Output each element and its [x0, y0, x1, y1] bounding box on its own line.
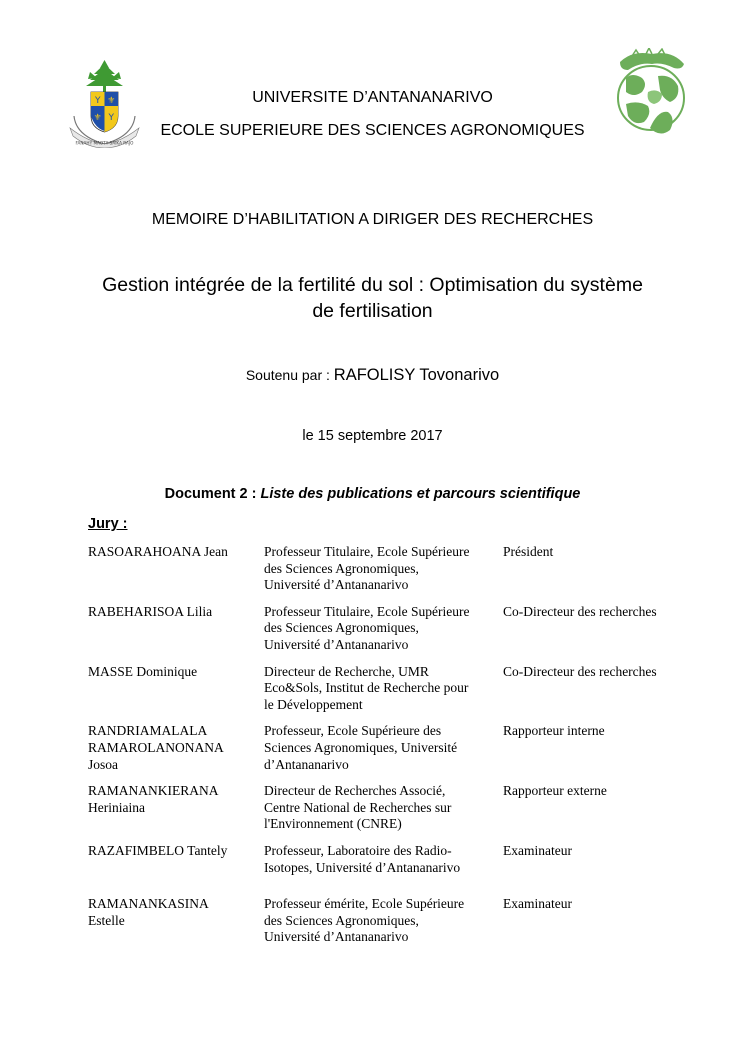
jury-member-role: Co-Directeur des recherches — [503, 663, 657, 679]
thesis-title-line: de fertilisation — [312, 300, 433, 322]
jury-member-role: Examinateur — [503, 842, 572, 858]
table-row — [88, 604, 688, 664]
jury-member-affiliation: Directeur de Recherche, UMR Eco&Sols, Institut de Recherche pour le Développement — [264, 663, 469, 712]
jury-member-role: Président — [503, 544, 554, 559]
table-row — [88, 783, 688, 843]
table-row — [88, 544, 688, 604]
defended-by — [0, 366, 745, 385]
memoire-heading: MEMOIRE D’HABILITATION A DIRIGER DES RECHERCHES — [151, 211, 594, 228]
table-row — [88, 896, 688, 956]
jury-member-role: Rapporteur externe — [503, 783, 607, 799]
school-name: ECOLE SUPERIEURE DES SCIENCES AGRONOMIQUES — [160, 122, 585, 139]
document-subtitle: Liste des publications et parcours scientifique — [260, 486, 581, 502]
candidate-name: RAFOLISY Tovonarivo — [333, 366, 500, 384]
jury-member-affiliation: Professeur, Ecole Supérieure des Sciences Agronomiques, Université d’Antananarivo — [264, 723, 458, 772]
jury-member-name: RAMANANKIERANA Heriniaina — [88, 783, 219, 815]
svg-text:⚜: ⚜ — [107, 96, 116, 106]
jury-member-role: Rapporteur interne — [503, 723, 605, 739]
jury-member-affiliation: Professeur Titulaire, Ecole Supérieure des Sciences Agronomiques, Université d’Antananarivo — [264, 603, 470, 652]
table-row — [88, 723, 688, 783]
jury-member-name: RABEHARISOA Lilia — [88, 603, 213, 619]
jury-member-affiliation: Professeur, Laboratoire des Radio- Isotopes, Université d’Antananarivo — [264, 842, 461, 875]
crest-motto: FANAHY MAOTY SAIKA RAJO — [75, 140, 134, 146]
jury-member-name: MASSE Dominique — [88, 663, 198, 679]
jury-member-role: Examinateur — [503, 896, 572, 912]
defense-date: le 15 septembre 2017 — [302, 428, 443, 444]
jury-member-name: RAZAFIMBELO Tantely — [88, 842, 228, 858]
thesis-title — [0, 272, 745, 324]
jury-member-name: RAMANANKASINA Estelle — [88, 896, 209, 928]
defended-by-label: Soutenu par : — [245, 367, 334, 383]
jury-table — [88, 544, 688, 956]
jury-member-affiliation: Directeur de Recherches Associé, Centre National de Recherches sur l'Environnement (CNRE) — [264, 783, 452, 832]
jury-member-affiliation: Professeur émérite, Ecole Supérieure des Sciences Agronomiques, Université d’Antananarivo — [264, 896, 465, 945]
table-row — [88, 664, 688, 724]
jury-member-name: RANDRIAMALALA RAMAROLANONANA Josoa — [88, 723, 224, 772]
svg-text:Y: Y — [108, 113, 115, 123]
jury-heading: Jury : — [88, 516, 128, 532]
thesis-title-line: Gestion intégrée de la fertilité du sol : Optimisation du système — [102, 274, 643, 296]
svg-text:⚜: ⚜ — [93, 113, 102, 123]
svg-text:Y: Y — [94, 96, 101, 106]
document-label: Document 2 : — [164, 486, 261, 502]
university-name: UNIVERSITE D’ANTANANARIVO — [252, 89, 493, 106]
table-row — [88, 843, 688, 896]
jury-member-name: RASOARAHOANA Jean — [88, 544, 228, 559]
tree-icon — [86, 60, 123, 92]
jury-member-affiliation: Professeur Titulaire, Ecole Supérieure des Sciences Agronomiques, Université d’Antananarivo — [264, 544, 470, 593]
jury-member-role: Co-Directeur des recherches — [503, 603, 657, 619]
document-heading — [0, 486, 745, 502]
